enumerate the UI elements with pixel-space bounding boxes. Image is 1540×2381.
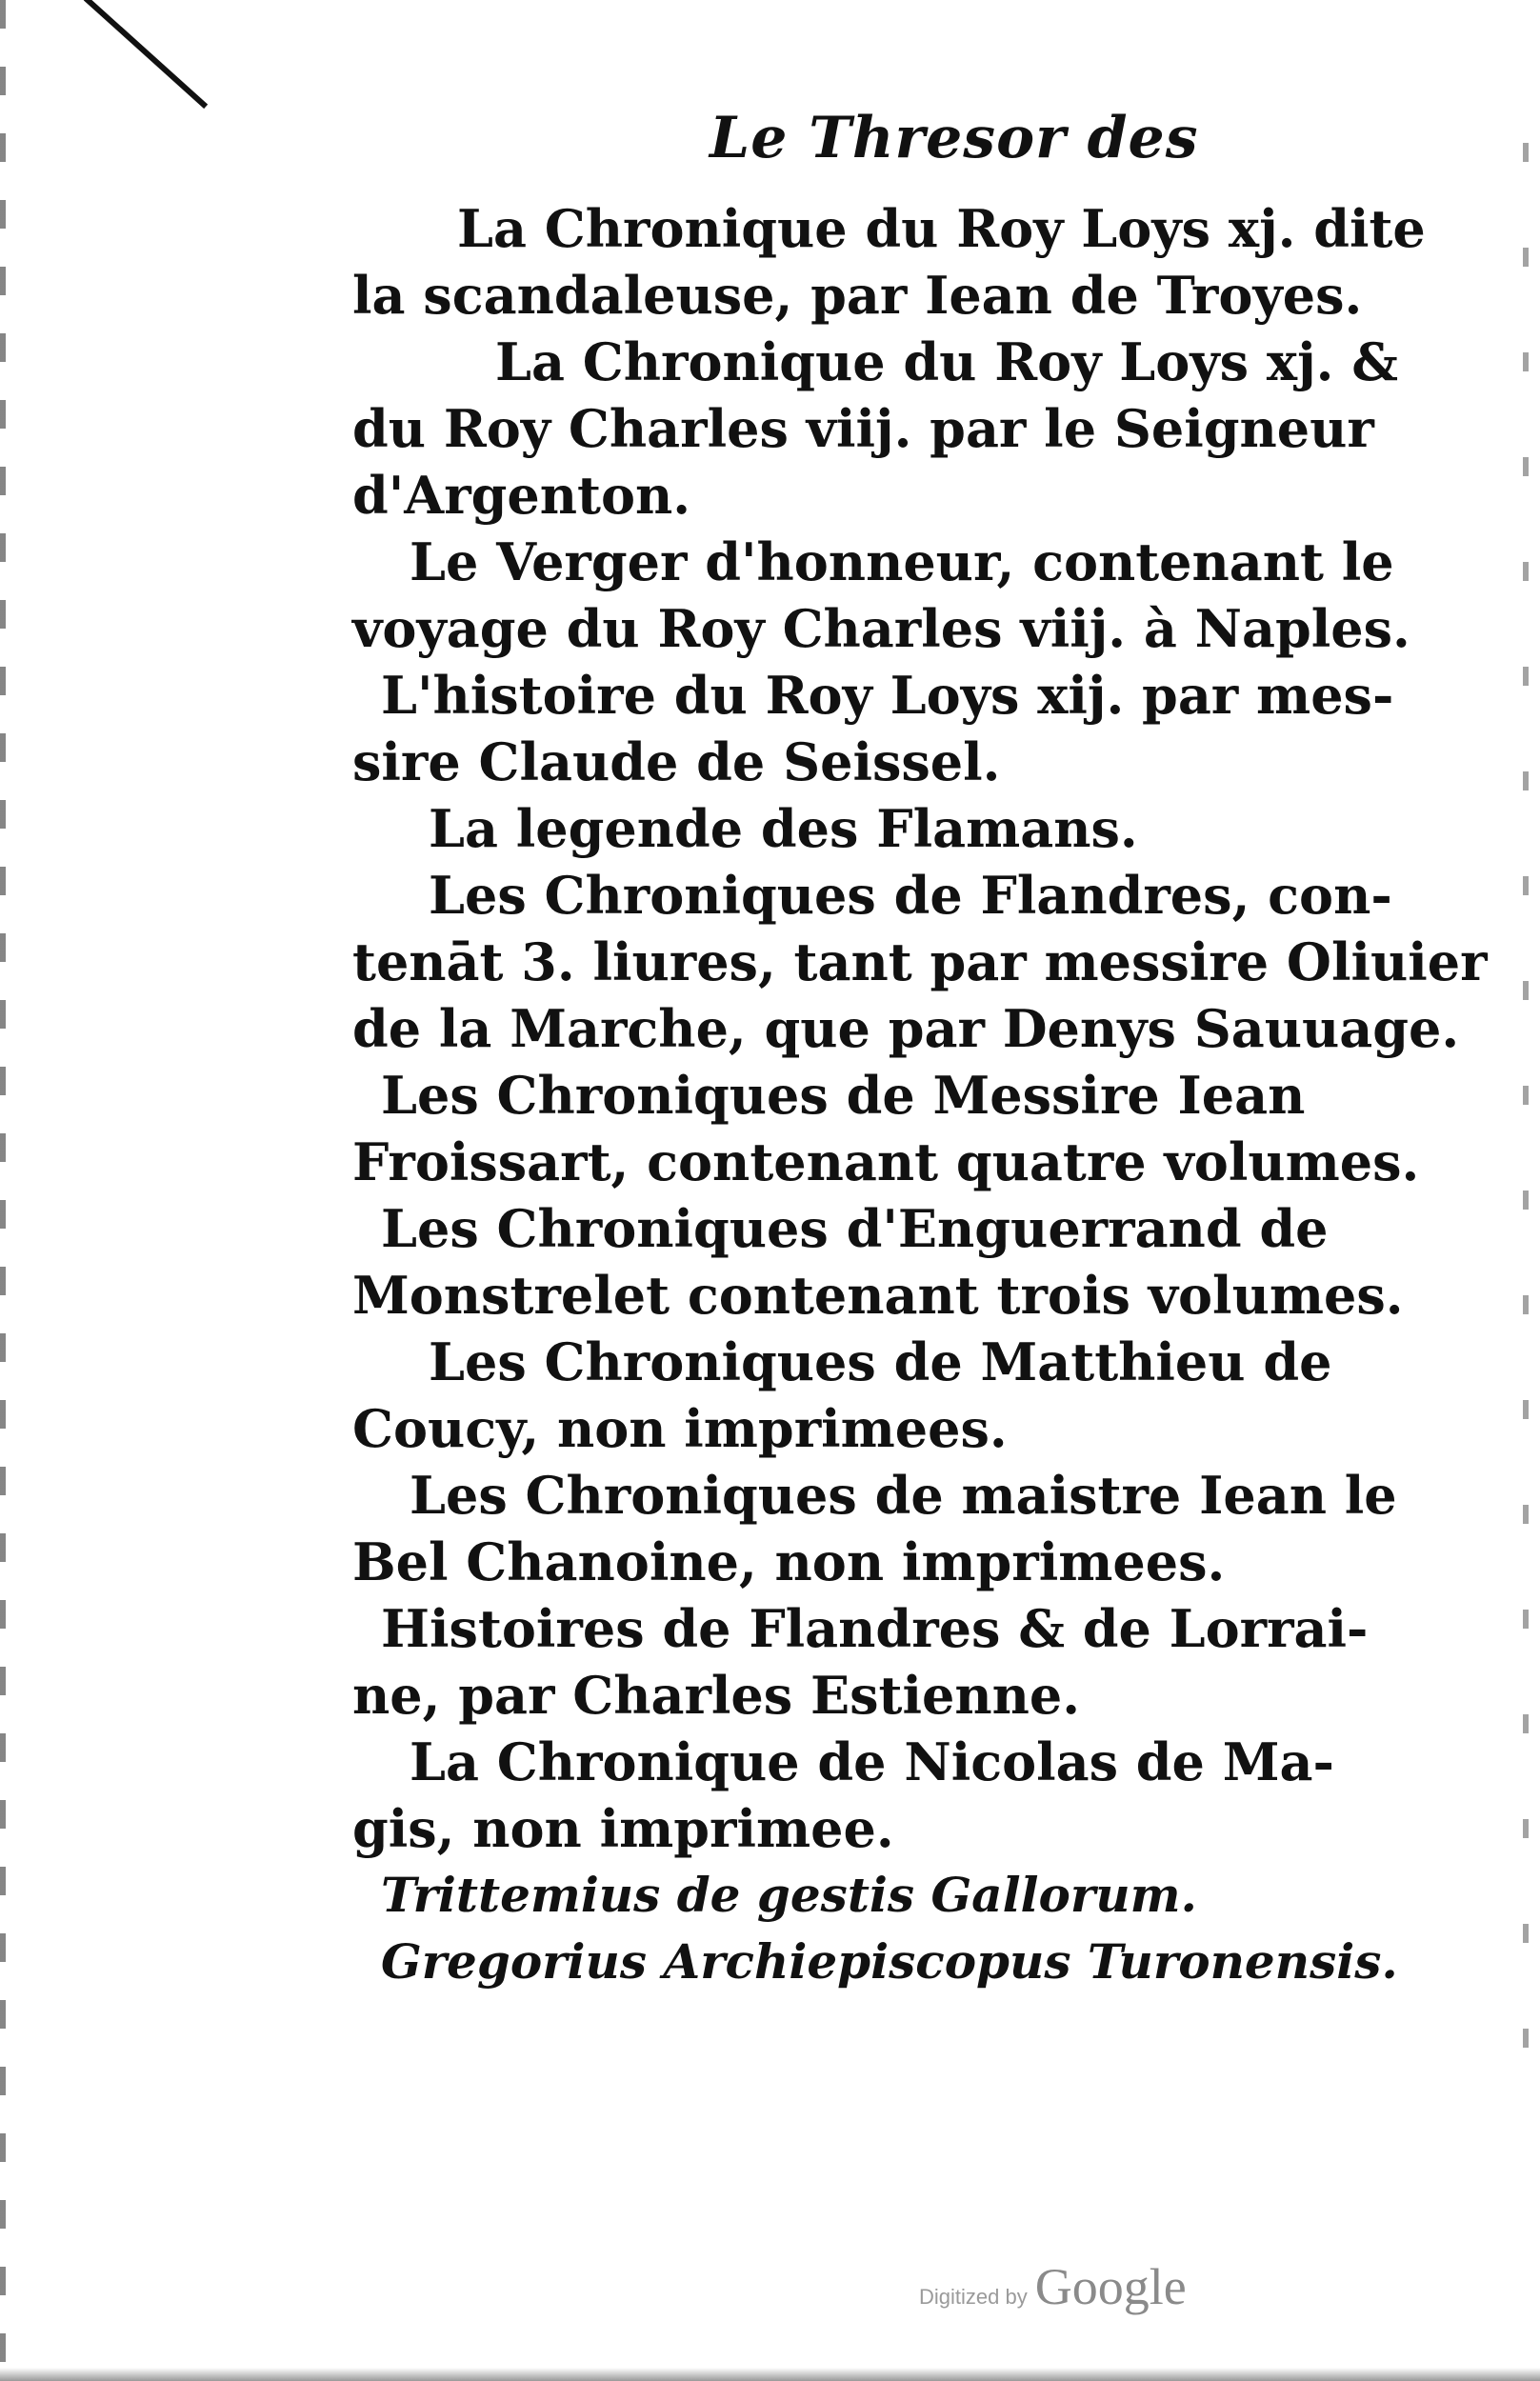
text-line: gis, non imprimee.	[352, 1798, 894, 1859]
text-line: d'Argenton.	[352, 465, 691, 526]
text-line: Histoires de Flandres & de Lorrai-	[381, 1598, 1369, 1659]
text-line: sire Claude de Seissel.	[352, 731, 1001, 792]
text-line: de la Marche, que par Denys Sauuage.	[352, 998, 1460, 1059]
text-line: voyage du Roy Charles viij. à Naples.	[352, 598, 1410, 659]
text-line: du Roy Charles viij. par le Seigneur	[352, 398, 1374, 459]
text-line: Le Verger d'honneur, contenant le	[410, 531, 1394, 592]
digitized-by-label: Digitized by	[919, 2285, 1028, 2309]
google-logo: Google	[1034, 2258, 1187, 2315]
corner-ink-stroke	[84, 0, 208, 109]
text-line: Froissart, contenant quatre volumes.	[352, 1131, 1420, 1192]
text-line: Coucy, non imprimees.	[352, 1398, 1008, 1459]
text-line: Les Chroniques de Messire Iean	[381, 1065, 1306, 1126]
digitization-watermark	[919, 2257, 1187, 2316]
text-line: L'histoire du Roy Loys xij. par mes-	[381, 665, 1394, 726]
text-line: La Chronique du Roy Loys xj. &	[495, 331, 1398, 392]
right-edge-shadow	[1523, 143, 1529, 2095]
text-line: Monstrelet contenant trois volumes.	[352, 1265, 1404, 1326]
text-line: La legende des Flamans.	[429, 798, 1138, 859]
bottom-edge-shadow	[0, 2368, 1540, 2381]
running-head: Le Thresor des	[710, 105, 1199, 171]
text-line: La Chronique de Nicolas de Ma-	[410, 1731, 1334, 1792]
text-line: ne, par Charles Estienne.	[352, 1665, 1081, 1726]
text-line: Bel Chanoine, non imprimees.	[352, 1531, 1226, 1592]
italic-text-line: Gregorius Archiepiscopus Turonensis.	[381, 1933, 1398, 1990]
text-line: La Chronique du Roy Loys xj. dite	[457, 198, 1426, 259]
left-edge-shadow	[0, 0, 6, 2381]
text-line: Les Chroniques d'Enguerrand de	[381, 1198, 1329, 1259]
text-line: la scandaleuse, par Iean de Troyes.	[352, 265, 1363, 326]
text-line: Les Chroniques de Flandres, con-	[429, 865, 1392, 926]
text-line: Les Chroniques de maistre Iean le	[410, 1465, 1397, 1526]
italic-text-line: Trittemius de gestis Gallorum.	[381, 1867, 1197, 1923]
text-block	[352, 195, 1488, 1995]
text-line: tenāt 3. liures, tant par messire Oliuier	[352, 931, 1488, 992]
text-line: Les Chroniques de Matthieu de	[429, 1331, 1332, 1392]
